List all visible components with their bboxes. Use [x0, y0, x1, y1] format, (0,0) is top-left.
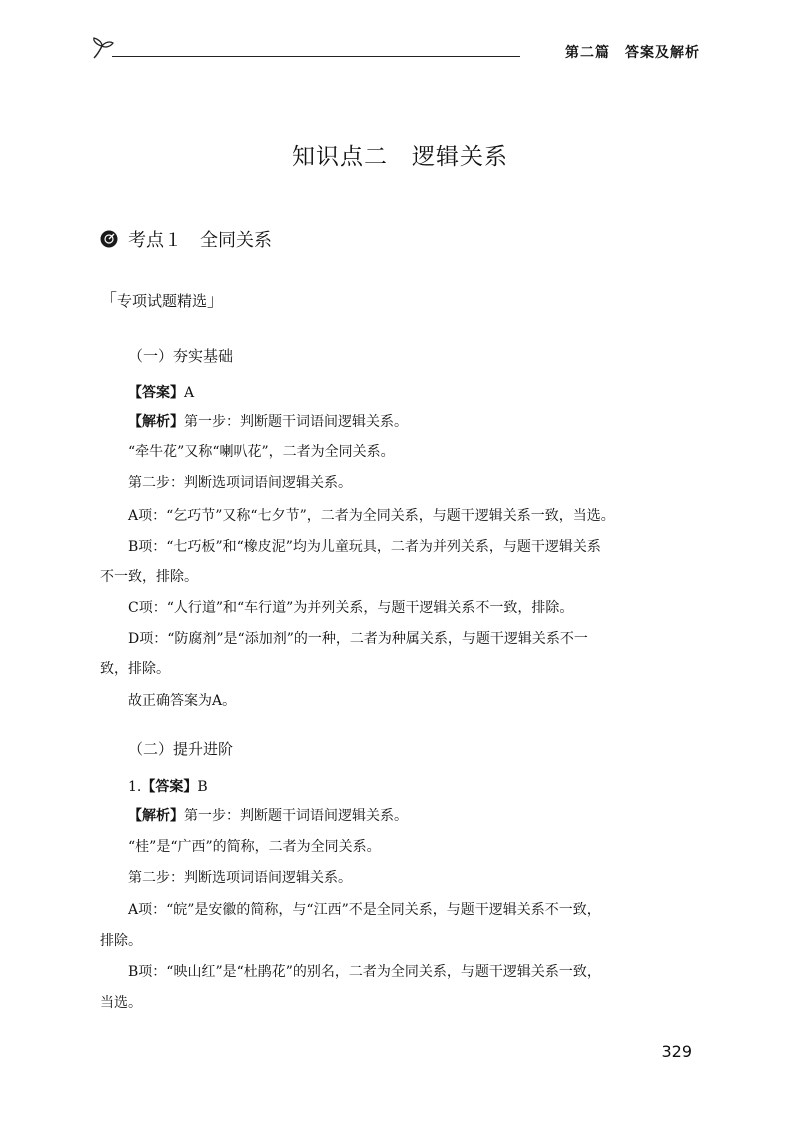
answer-value: A	[184, 385, 195, 401]
part2-line: 当选。	[100, 995, 142, 1011]
part2-line: 【解析】第一步：判断题干词语间逻辑关系。	[128, 808, 408, 824]
part2-answer	[128, 776, 208, 796]
part1-line: 第二步：判断选项词语间逻辑关系。	[128, 475, 352, 491]
part1-answer	[128, 382, 194, 402]
part1-line: D项：“防腐剂”是“添加剂”的一种，二者为种属关系，与题干逻辑关系不一	[128, 631, 588, 647]
analysis-label: 【解析】	[128, 808, 184, 824]
part1-line: 致，排除。	[100, 661, 170, 677]
section-open-bracket: 「	[100, 291, 117, 311]
item-number: 1.	[128, 779, 142, 795]
part1-line: 【解析】第一步：判断题干词语间逻辑关系。	[128, 414, 408, 430]
part2-line: “桂”是“广西”的简称，二者为全同关系。	[128, 839, 381, 855]
part2-line: 排除。	[100, 933, 142, 949]
answer-value: B	[197, 779, 208, 795]
page-number: 329	[661, 1042, 692, 1061]
answer-label: 【答案】	[141, 779, 198, 795]
part1-line: B项：“七巧板”和“橡皮泥”均为儿童玩具，二者为并列关系，与题干逻辑关系	[128, 539, 601, 555]
chapter-title: 知识点二 逻辑关系	[292, 144, 508, 170]
kaodian-label: 考点１ 全同关系	[128, 230, 272, 251]
part2-line: B项：“映山红”是“杜鹃花”的别名，二者为全同关系，与题干逻辑关系一致，	[128, 964, 601, 980]
analysis-label: 【解析】	[128, 414, 184, 430]
running-header: 第二篇 答案及解析	[565, 45, 700, 61]
section-close-bracket: 」	[207, 291, 225, 311]
kaodian-heading	[100, 226, 272, 252]
part1-line: A项：“乞巧节”又称“七夕节”，二者为全同关系，与题干逻辑关系一致，当选。	[128, 508, 615, 524]
section-label: 专项试题精选	[117, 292, 208, 310]
part1-line: 故正确答案为A。	[128, 693, 237, 709]
part2-heading: （二）提升进阶	[128, 740, 234, 758]
section-title	[100, 286, 224, 311]
part1-line: 不一致，排除。	[100, 569, 198, 585]
part1-line: “牵牛花”又称“喇叭花”，二者为全同关系。	[128, 444, 395, 460]
page-header	[90, 36, 700, 66]
part1-heading: （一）夯实基础	[128, 347, 234, 365]
sprout-icon	[90, 36, 116, 62]
part1-line: C项：“人行道”和“车行道”为并列关系，与题干逻辑关系不一致，排除。	[128, 600, 574, 616]
part2-line: 第二步：判断选项词语间逻辑关系。	[128, 870, 352, 886]
target-bullet-icon	[100, 230, 118, 248]
part2-line: A项：“皖”是安徽的简称，与“江西”不是全同关系，与题干逻辑关系不一致，	[128, 902, 601, 918]
answer-label: 【答案】	[128, 385, 184, 401]
header-rule	[112, 56, 520, 57]
